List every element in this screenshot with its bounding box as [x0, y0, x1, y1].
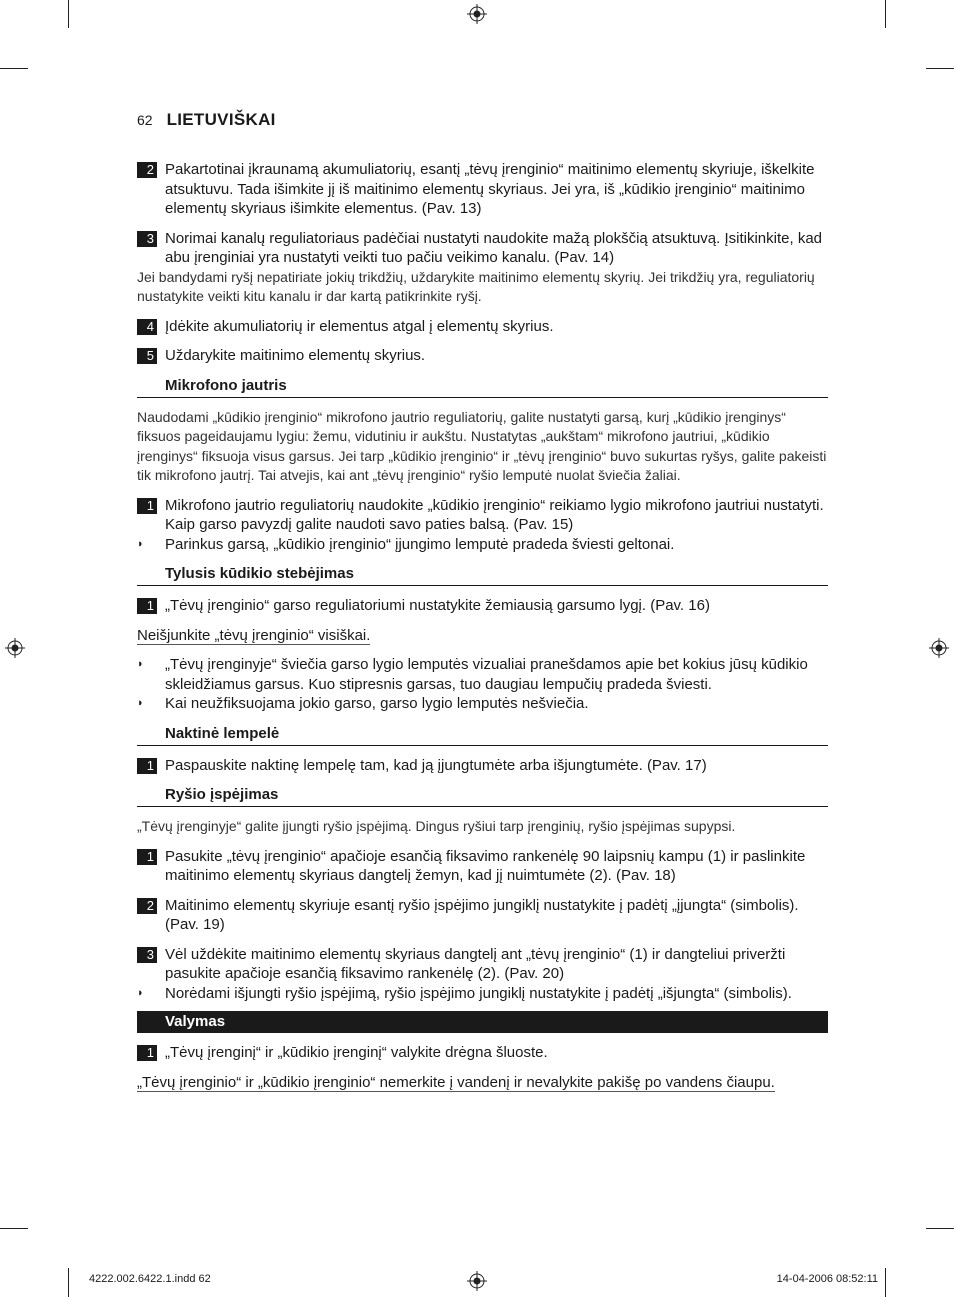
- step-item: [137, 756, 828, 776]
- warning-text-content: Neišjunkite „tėvų įrenginio“ visiškai.: [137, 626, 371, 644]
- step-text: Mikrofono jautrio reguliatorių naudokite „kūdikio įrenginio“ reikiamo lygio mikrofono jautriui nustatyti. Kaip garso pavyzdį galite naudoti savo paties balsą. (Pav. 15): [165, 496, 824, 533]
- section-heading-mic: Mikrofono jautris: [137, 376, 828, 398]
- warning-text: [137, 626, 828, 646]
- page-content: [137, 160, 828, 1102]
- triangle-bullet-icon: ◗: [137, 697, 144, 709]
- footer-datetime: 14-04-2006 08:52:11: [776, 1273, 878, 1285]
- step-text: Pasukite „tėvų įrenginio“ apačioje esančią fiksavimo rankenėlę 90 laipsnių kampu (1) ir paslinkite maitinimo elementų skyriaus dangtelį žemyn, kad jį nuimtumėte (2). (Pav. 18): [165, 847, 806, 884]
- step-text: Paspauskite naktinę lempelę tam, kad ją įjungtumėte arba išjungtumėte. (Pav. 17): [165, 756, 707, 774]
- warning-text-content: „Tėvų įrenginio“ ir „kūdikio įrenginio“ nemerkite į vandenį ir nevalykite pakišę po vandens čiaupu.: [137, 1073, 775, 1091]
- triangle-bullet-icon: ◗: [137, 986, 144, 999]
- step-item: [137, 160, 828, 219]
- page-header: [137, 110, 276, 130]
- section-heading-alarm: Ryšio įspėjimas: [137, 785, 828, 807]
- step-item: [137, 1043, 828, 1063]
- bullet-item: [137, 655, 828, 694]
- step-text: „Tėvų įrenginio“ garso reguliatoriumi nustatykite žemiausią garsumo lygį. (Pav. 16): [165, 597, 710, 614]
- step-item: [137, 847, 828, 886]
- step-number: 4: [137, 319, 157, 335]
- note-text: Naudodami „kūdikio įrenginio“ mikrofono jautrio reguliatorių, galite nustatyti garsą, kurį „kūdikio įrenginys“ fiksuos pageidaujamu lygiu: žemu, vidutiniu ir aukštu. Nustatytas „aukštam“ mikrofono jautriui, „kūdikio įrenginys“ fiksuoja visus garsus. Jei tarp „kūdikio įrenginio“ ir „tėvų įrenginio“ buvo sukurtas ryšys, galite pakeisti tik mikrofono jautrį. Tai atvejis, kai ant „tėvų įrenginio“ ryšio lemputė nuolat šviečia žaliai.: [137, 408, 827, 483]
- step-number: 2: [137, 162, 157, 178]
- step-item: [137, 346, 828, 366]
- step-item: [137, 496, 828, 535]
- footer-file: 4222.002.6422.1.indd 62: [89, 1273, 211, 1285]
- crop-mark: [68, 0, 69, 28]
- language-title: LIETUVIŠKAI: [166, 110, 276, 129]
- crop-mark: [0, 68, 28, 69]
- step-number: 1: [137, 498, 157, 514]
- crop-mark: [926, 68, 954, 69]
- note-text: Jei bandydami ryšį nepatiriate jokių trikdžių, uždarykite maitinimo elementų skyrių. Jei trikdžių yra, reguliatorių nustatykite veikti kitu kanalu ir dar kartą patikrinkite ryšį.: [137, 268, 815, 304]
- step-text: Pakartotinai įkraunamą akumuliatorių, esantį „tėvų įrenginio“ maitinimo elementų skyriuje, iškelkite atsuktuvu. Tada išimkite jį iš maitinimo elementų skyriaus. Jei yra, iš „kūdikio įrenginio“ maitinimo elementų skyriaus išimkite elementus. (Pav. 13): [165, 161, 815, 217]
- step-number: 5: [137, 348, 157, 364]
- registration-mark-icon: [5, 638, 25, 658]
- crop-mark: [68, 1268, 69, 1297]
- registration-mark-icon: [467, 1271, 487, 1291]
- registration-mark-icon: [929, 638, 949, 658]
- crop-mark: [885, 1268, 886, 1297]
- step-number: 1: [137, 758, 157, 774]
- step-item: [137, 945, 828, 984]
- step-number: 1: [137, 1045, 157, 1061]
- bullet-text: Norėdami išjungti ryšio įspėjimą, ryšio įspėjimo jungiklį nustatykite į padėtį „išjungta“ (simbolis).: [165, 984, 792, 1002]
- crop-mark: [0, 1228, 28, 1229]
- triangle-bullet-icon: ◗: [137, 658, 144, 670]
- step-text: „Tėvų įrenginį“ ir „kūdikio įrenginį“ valykite drėgna šluoste.: [165, 1044, 548, 1061]
- bullet-text: „Tėvų įrenginyje“ šviečia garso lygio lemputės vizualiai pranešdamos apie bet kokius jūsų kūdikio skleidžiamus garsus. Kuo stipresnis garsas, tuo daugiau lempučių pradeda šviesti.: [165, 656, 808, 693]
- registration-mark-icon: [467, 4, 487, 24]
- step-text: Vėl uždėkite maitinimo elementų skyriaus dangtelį ant „tėvų įrenginio“ (1) ir dangteliui priveržti pasukite apačioje esančią fiksavimo rankenėlę (2). (Pav. 20): [165, 945, 786, 982]
- crop-mark: [885, 0, 886, 28]
- section-heading-silent: Tylusis kūdikio stebėjimas: [137, 564, 828, 586]
- section-heading-night: Naktinė lempelė: [137, 724, 828, 746]
- step-number: 1: [137, 849, 157, 865]
- bullet-item: [137, 984, 828, 1004]
- triangle-bullet-icon: ◗: [137, 537, 144, 550]
- step-text: Norimai kanalų reguliatoriaus padėčiai nustatyti naudokite mažą plokščią atsuktuvą. Įsitikinkite, kad abu įrenginiai yra nustatyti veikti tuo pačiu veikimo kanalu. (Pav. 14): [165, 229, 823, 266]
- step-text: Maitinimo elementų skyriuje esantį ryšio įspėjimo jungiklį nustatykite į padėtį „įjungta“ (simbolis). (Pav. 19): [165, 896, 799, 933]
- step-text: Uždarykite maitinimo elementų skyrius.: [165, 347, 426, 364]
- step-number: 1: [137, 598, 157, 614]
- bullet-text: Kai neužfiksuojama jokio garso, garso lygio lemputės nešviečia.: [165, 695, 589, 712]
- crop-mark: [926, 1228, 954, 1229]
- step-number: 3: [137, 947, 157, 963]
- bullet-text: Parinkus garsą, „kūdikio įrenginio“ įjungimo lemputė pradeda šviesti geltonai.: [165, 535, 675, 553]
- step-item: [137, 896, 828, 935]
- step-number: 3: [137, 231, 157, 247]
- step-item: [137, 317, 828, 337]
- warning-text: [137, 1073, 787, 1093]
- bullet-item: [137, 535, 828, 555]
- step-item: [137, 596, 828, 616]
- step-number: 2: [137, 898, 157, 914]
- step-text: Įdėkite akumuliatorių ir elementus atgal į elementų skyrius.: [165, 317, 554, 335]
- step-item: [137, 229, 828, 268]
- section-heading-cleaning: Valymas: [137, 1011, 828, 1033]
- note-text: „Tėvų įrenginyje“ galite įjungti ryšio įspėjimą. Dingus ryšiui tarp įrenginių, ryšio įspėjimas supypsi.: [137, 818, 736, 834]
- bullet-item: [137, 694, 828, 714]
- page-number: 62: [137, 112, 153, 128]
